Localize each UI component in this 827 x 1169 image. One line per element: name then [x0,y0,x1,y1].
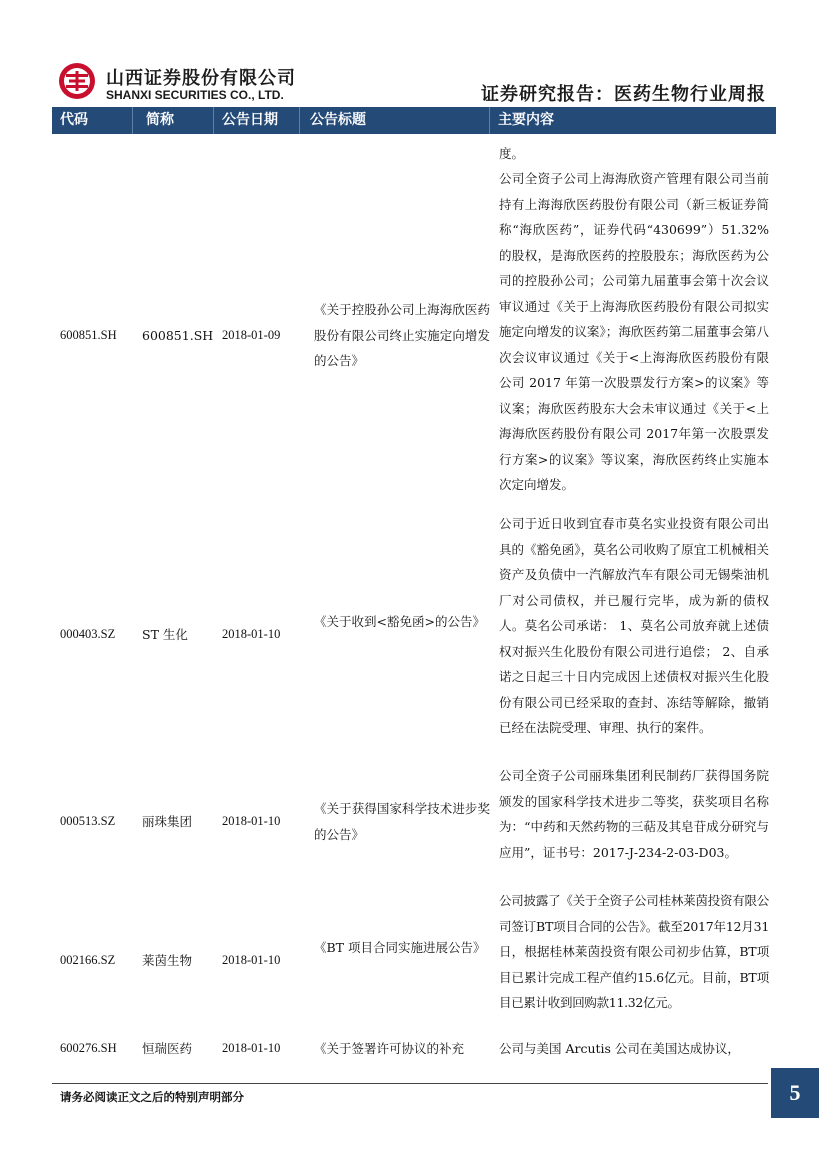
company-name-cn: 山西证券股份有限公司 [106,68,296,89]
column-divider [213,107,214,134]
row-content: 度。 [499,146,525,161]
column-header-name: 简称 [146,112,174,128]
row-name: 恒瑞医药 [142,1041,193,1056]
column-header-title: 公告标题 [310,112,366,128]
table-row [52,511,776,763]
footer-divider [52,1083,768,1084]
row-code: 600276.SH [60,1041,117,1055]
row-code: 000513.SZ [60,814,116,828]
table-header [52,107,776,134]
column-divider [132,107,133,134]
row-content: 公司全资子公司上海海欣资产管理有限公司当前持有上海海欣医药股份有限公司（新三板证券简称“海欣医药”，证券代码“430699”）51.32%的股权，是海欣医药的控股股东；海欣医药为公司的控股孙公司；公司第九届董事会第十次会议审议通过《关于上海海欣医药股份有限公司拟实施定向增发的议案》；海欣医药第二届董事会第八次会议审议通过《关于<上海海欣医药股份有限公司 2017 年第一次股票发行方案>的议案》等议案；海欣医药股东大会未审议通过《关于<上海海欣医药股份有限公司 2017年第一次股票发行方案>的议案》等议案，海欣医药终止实施本次定向增发。 [499,171,769,492]
page-number-badge [771,1068,819,1118]
table-row [52,888,776,1033]
row-name: ST 生化 [142,627,188,642]
table-row [52,166,776,511]
table-row [52,763,776,888]
row-date: 2018-01-10 [222,814,281,828]
row-content: 公司与美国 Arcutis 公司在美国达成协议， [499,1041,740,1056]
company-logo-icon [57,61,97,101]
company-name-en: SHANXI SECURITIES CO., LTD. [106,88,284,102]
row-title: 《关于收到<豁免函>的公告》 [314,614,485,629]
row-name: 丽珠集团 [142,814,193,829]
report-title: 证券研究报告：医药生物行业周报 [481,84,766,105]
row-code: 600851.SH [60,328,117,342]
row-date: 2018-01-10 [222,1041,281,1055]
column-header-content: 主要内容 [498,112,554,128]
row-content: 公司于近日收到宜春市莫名实业投资有限公司出具的《豁免函》，莫名公司收购了原宜工机械相关资产及负债中一汽解放汽车有限公司无锡柴油机厂对公司债权，并已履行完毕，成为新的债权人。莫名公司承诺： 1、莫名公司放弃就上述债权对振兴生化股份有限公司进行追偿； 2、自承诺之日起三十日内完成因上述债权对振兴生化股份有限公司已经采取的查封、冻结等解除，撤销已经在法院受理、审理、执行的案件。 [499,516,769,735]
row-title: 《关于签署许可协议的补充 [314,1041,465,1056]
column-header-date: 公告日期 [222,112,278,128]
row-title: 《关于控股孙公司上海海欣医药股份有限公司终止实施定向增发的公告》 [314,302,490,368]
row-title: 《关于获得国家科学技术进步奖的公告》 [314,801,490,842]
row-content: 公司全资子公司丽珠集团利民制药厂获得国务院颁发的国家科学技术进步二等奖，获奖项目名称为：“中药和天然药物的三萜及其皂苷成分研究与应用”，证书号：2017-J-234-2-03-D03。 [499,768,769,860]
table-row [52,1036,776,1062]
row-title: 《BT 项目合同实施进展公告》 [314,940,486,955]
row-date: 2018-01-09 [222,328,281,342]
row-code: 002166.SZ [60,953,116,967]
page-number: 5 [789,1080,801,1105]
footer-disclaimer: 请务必阅读正文之后的特别声明部分 [60,1090,244,1104]
column-divider [299,107,300,134]
column-divider [489,107,490,134]
row-date: 2018-01-10 [222,627,281,641]
row-name: 莱茵生物 [142,953,193,968]
column-header-code: 代码 [60,112,88,128]
row-name: 600851.SH [142,328,214,343]
row-date: 2018-01-10 [222,953,281,967]
row-content: 公司披露了《关于全资子公司桂林莱茵投资有限公司签订BT项目合同的公告》。截至2017年12月31日，根据桂林莱茵投资有限公司初步估算，BT项目已累计完成工程产值约15.6亿元。目前，BT项目已累计收到回购款11.32亿元。 [499,893,769,1010]
table-row [52,141,776,166]
row-code: 000403.SZ [60,627,116,641]
